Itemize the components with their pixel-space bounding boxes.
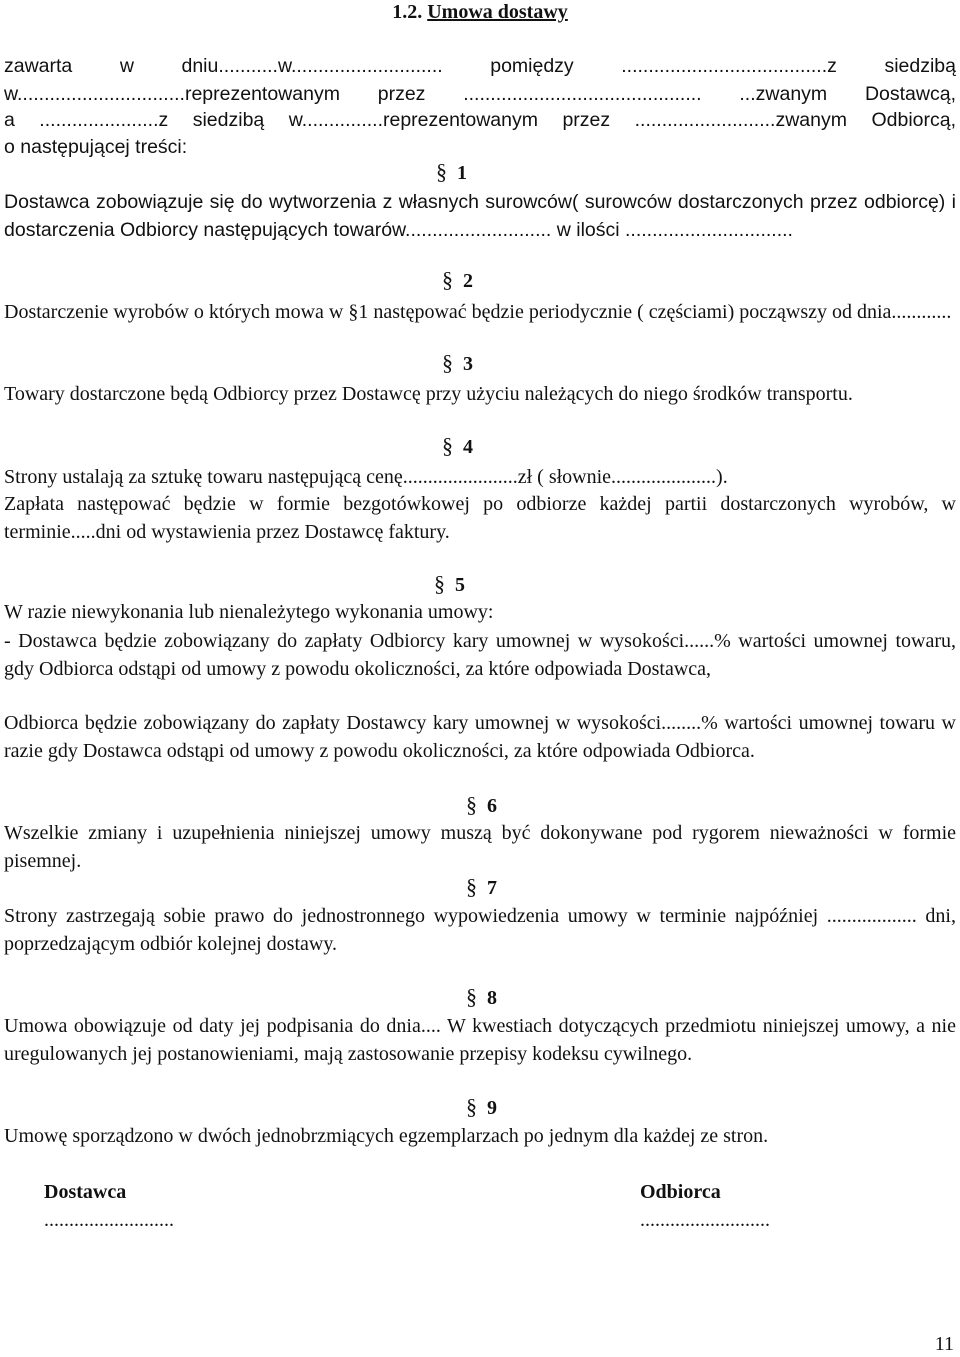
section-8-text: Umowa obowiązuje od daty jej podpisania do dnia.... W kwestiach dotyczących przedmiotu niniejszej umowy, a nie uregulowanych jej postanowieniami, mają zastosowanie przepisy kodeksu cywilnego. xyxy=(4,1015,956,1065)
section-heading-1 xyxy=(436,160,467,186)
page-number: 11 xyxy=(934,1333,954,1355)
recipient-signature-line: .......................... xyxy=(640,1209,770,1231)
paragraph-symbol-icon: § xyxy=(434,571,445,596)
signature-block-recipient xyxy=(640,1178,770,1234)
intro-line-1: zawarta w dniu...........w............................ pomiędzy ......................................z siedzibą xyxy=(4,55,956,77)
section-5-intro: W razie niewykonania lub nienależytego wykonania umowy: xyxy=(4,601,494,623)
paragraph-symbol-icon: § xyxy=(466,984,477,1009)
section-9-text: Umowę sporządzono w dwóch jednobrzmiących egzemplarzach po jednym dla każdej ze stron. xyxy=(4,1125,769,1147)
section-number: 5 xyxy=(455,574,465,596)
title-number: 1.2. xyxy=(392,1,423,23)
paragraph-symbol-icon: § xyxy=(442,267,453,292)
section-heading-2 xyxy=(442,268,473,294)
paragraph-symbol-icon: § xyxy=(436,159,447,184)
section-4-payment-text: Zapłata następować będzie w formie bezgotówkowej po odbiorze każdej partii dostarczonych wyrobów, w terminie.....dni od wystawienia przez Dostawcę faktury. xyxy=(4,493,956,543)
section-heading-8 xyxy=(466,985,497,1011)
title-text: Umowa dostawy xyxy=(427,1,568,23)
paragraph-symbol-icon: § xyxy=(466,792,477,817)
paragraph-symbol-icon: § xyxy=(466,874,477,899)
signature-block-supplier xyxy=(44,1178,174,1234)
section-number: 3 xyxy=(463,353,473,375)
section-number: 7 xyxy=(487,877,497,899)
section-number: 2 xyxy=(463,270,473,292)
section-number: 8 xyxy=(487,987,497,1009)
section-3-text: Towary dostarczone będą Odbiorcy przez Dostawcę przy użyciu należących do niego środków transportu. xyxy=(4,383,853,405)
section-7-text: Strony zastrzegają sobie prawo do jednostronnego wypowiedzenia umowy w terminie najpóźniej .................. dni, poprzedzającym odbiór kolejnej dostawy. xyxy=(4,905,956,955)
section-number: 9 xyxy=(487,1097,497,1119)
intro-line-3: a ......................z siedzibą w...............reprezentowanym przez ..........................zwanym Odbiorcą, xyxy=(4,109,956,131)
section-4-price-text: Strony ustalają za sztukę towaru następującą cenę.......................zł ( słownie.....................). xyxy=(4,466,728,488)
section-number: 1 xyxy=(457,162,467,184)
section-heading-4 xyxy=(442,434,473,460)
intro-line-2: w...............................reprezentowanym przez ............................................ ...zwanym Dostawcą, xyxy=(4,83,956,105)
section-6-text: Wszelkie zmiany i uzupełnienia niniejszej umowy muszą być dokonywane pod rygorem nieważności w formie pisemnej. xyxy=(4,822,956,872)
paragraph-symbol-icon: § xyxy=(442,433,453,458)
section-heading-7 xyxy=(466,875,497,901)
section-5-item-b: Odbiorca będzie zobowiązany do zapłaty Dostawcy kary umownej w wysokości........% wartości umownej towaru w razie gdy Dostawca odstąpi od umowy z powodu okoliczności, za które odpowiada Odbiorca. xyxy=(4,712,956,762)
paragraph-symbol-icon: § xyxy=(442,350,453,375)
section-number: 4 xyxy=(463,436,473,458)
intro-line-4: o następującej treści: xyxy=(4,136,188,158)
section-heading-9 xyxy=(466,1095,497,1121)
section-number: 6 xyxy=(487,795,497,817)
section-2-text: Dostarczenie wyrobów o których mowa w §1 następować będzie periodycznie ( częściami) począwszy od dnia............ xyxy=(4,301,952,323)
document-title xyxy=(0,0,960,24)
recipient-label: Odbiorca xyxy=(640,1181,721,1203)
section-heading-5 xyxy=(434,572,465,598)
section-heading-3 xyxy=(442,351,473,377)
supplier-signature-line: .......................... xyxy=(44,1209,174,1231)
section-5-item-a: - Dostawca będzie zobowiązany do zapłaty Odbiorcy kary umownej w wysokości......% wartości umownej towaru, gdy Odbiorca odstąpi od umowy z powodu okoliczności, za które odpowiada Dostawca, xyxy=(4,630,956,680)
section-1-text: Dostawca zobowiązuje się do wytworzenia z własnych surowców( surowców dostarczonych przez odbiorcę) i dostarczenia Odbiorcy następujących towarów........................... w ilości ............................... xyxy=(4,191,956,241)
supplier-label: Dostawca xyxy=(44,1181,127,1203)
section-heading-6 xyxy=(466,793,497,819)
paragraph-symbol-icon: § xyxy=(466,1094,477,1119)
